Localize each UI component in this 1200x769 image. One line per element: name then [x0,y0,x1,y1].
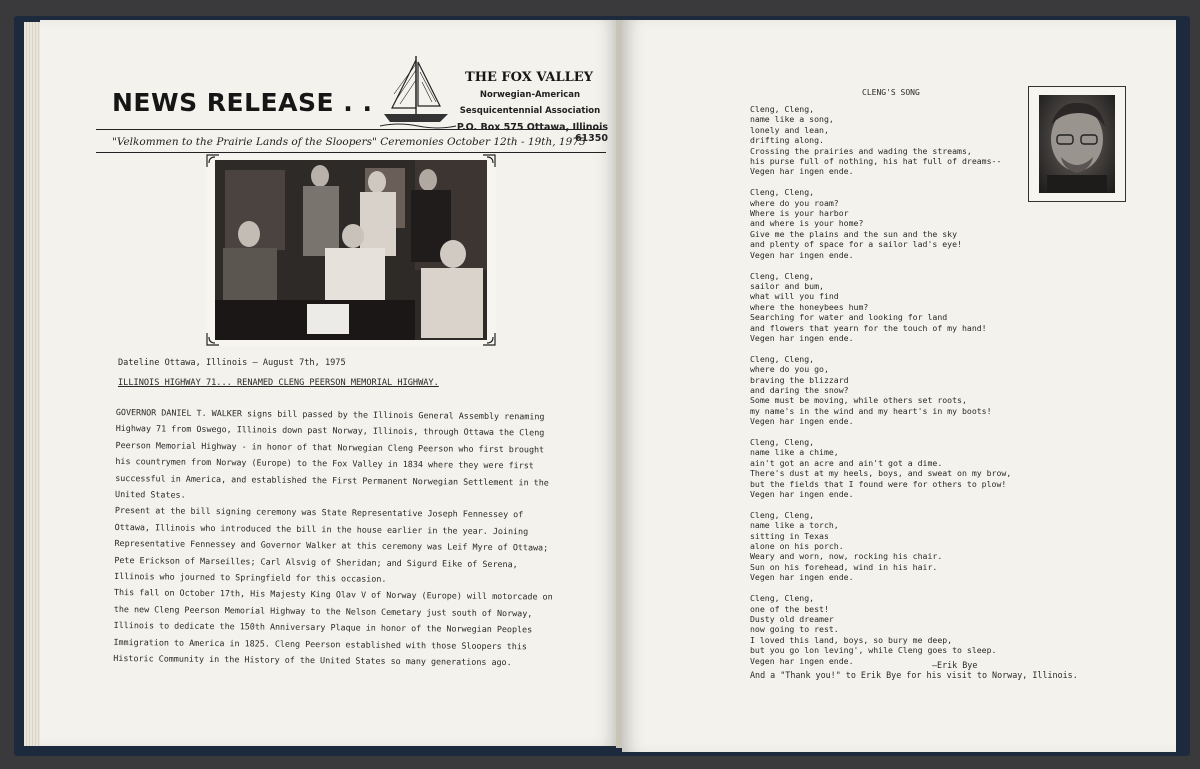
header-rule-bottom [96,152,606,153]
portrait-frame [1028,86,1126,202]
dateline: Dateline Ottawa, Illinois — August 7th, 1975 [118,358,346,368]
stanza-3: Cleng, Cleng, sailor and bum, what will you find where the honeybees hum? Searching for water and looking for land and flowers that yearn for the touch of my hand! Vegen har ingen ende. [750,270,987,343]
paragraph-governor: GOVERNOR DANIEL T. WALKER signs bill passed by the Illinois General Assembly renaming Highway 71 from Oswego, Illinois down past Norway, Illinois, through Ottawa the Cleng Peerson Memorial Highway - in honor of that Norwegian Cleng Peerson who first brought his countrymen from Norway (Europe) to the Fox Valley in 1834 where they were first successful in America, and established the First Permanent Norwegian Settlement in the United States. [115,406,549,500]
signing-photo-frame [206,154,496,346]
closing-note: And a "Thank you!" to Erik Bye for his visit to Norway, Illinois. [750,670,1078,680]
stanza-4: Cleng, Cleng, where do you go, braving the blizzard and daring the snow? Some must be moving, while others set roots, my name's in the wind and my heart's in my boots! Vegen har ingen ende. [750,353,992,427]
signature: —Erik Bye [932,660,978,670]
news-body [113,404,556,671]
paragraph-ceremony: Present at the bill signing ceremony was State Representative Joseph Fennessey of Ottawa, Illinois who introduced the bill in the house earlier in the year. Joining Representative Fennessey and Governor Walker at this ceremony was Leif Myre of Ottawa; Pete Erickson of Marseilles; Carl Alsvig of Sheridan; and Sigurd Eike of Serena, Illinois who journed to Springfield for this occasion. [114,505,549,584]
sailing-sloop-icon [378,50,458,130]
stanza-5: Cleng, Cleng, name like a chime, ain't got an acre and ain't got a dime. There's dust at my heels, boys, and sweat on my brow, but the fields that I found were for others to plow! Vegen har ingen ende. [750,437,1012,500]
song-title: CLENG'S SONG [862,88,920,97]
news-release-title: NEWS RELEASE . . [112,88,373,117]
welcome-banner: "Velkommen to the Prairie Lands of the Sloopers" Ceremonies October 12th - 19th, 1975 [112,136,586,148]
stanza-6: Cleng, Cleng, name like a torch, sitting in Texas alone on his porch. Weary and worn, now, rocking his chair. Sun on his forehead, wind in his hair. Vegen har ingen ende. [750,509,943,583]
headline: ILLINOIS HIGHWAY 71... RENAMED CLENG PEERSON MEMORIAL HIGHWAY. [118,378,439,388]
header-rule-top [96,129,606,130]
song-lyrics [750,104,1050,666]
bill-signing-photo [215,160,487,340]
paragraph-king-olav: This fall on October 17th, His Majesty King Olav V of Norway (Europe) will motorcade on the new Cleng Peerson Memorial Highway to the Nelson Cemetary just south of Norway, Illinois to dedicate the 150th Anniversary Plaque in honor of the Norwegian Peoples Immigration to America in 1825. Cleng Peerson established with those Sloopers this Historic Community in the History of the United States so many generations ago. [113,587,553,668]
stanza-7: Cleng, Cleng, one of the best! Dusty old dreamer now going to rest. I loved this land, boys, so bury me deep, but you go lon leving', while Cleng goes to sleep. Vegen har ingen ende. [750,593,997,666]
org-name: THE FOX VALLEY [465,70,593,85]
org-line-norwegian-american: Norwegian-American [479,90,581,100]
portrait-photo [1039,95,1115,193]
stanza-1: Cleng, Cleng, name like a song, lonely and lean, drifting along. Crossing the prairies and wading the streams, his purse full of nothing, his hat full of dreams-- Vegen har ingen ende. [750,104,1002,177]
org-line-sesquicentennial: Sesquicentennial Association [459,106,601,116]
org-address: P.O. Box 575 Ottawa, Illinois 61350 [456,122,608,144]
stanza-2: Cleng, Cleng, where do you roam? Where is your harbor and where is your home? Give me the plains and the sun and the sky and plenty of space for a sailor lad's eye! Vegen har ingen ende. [750,187,962,260]
